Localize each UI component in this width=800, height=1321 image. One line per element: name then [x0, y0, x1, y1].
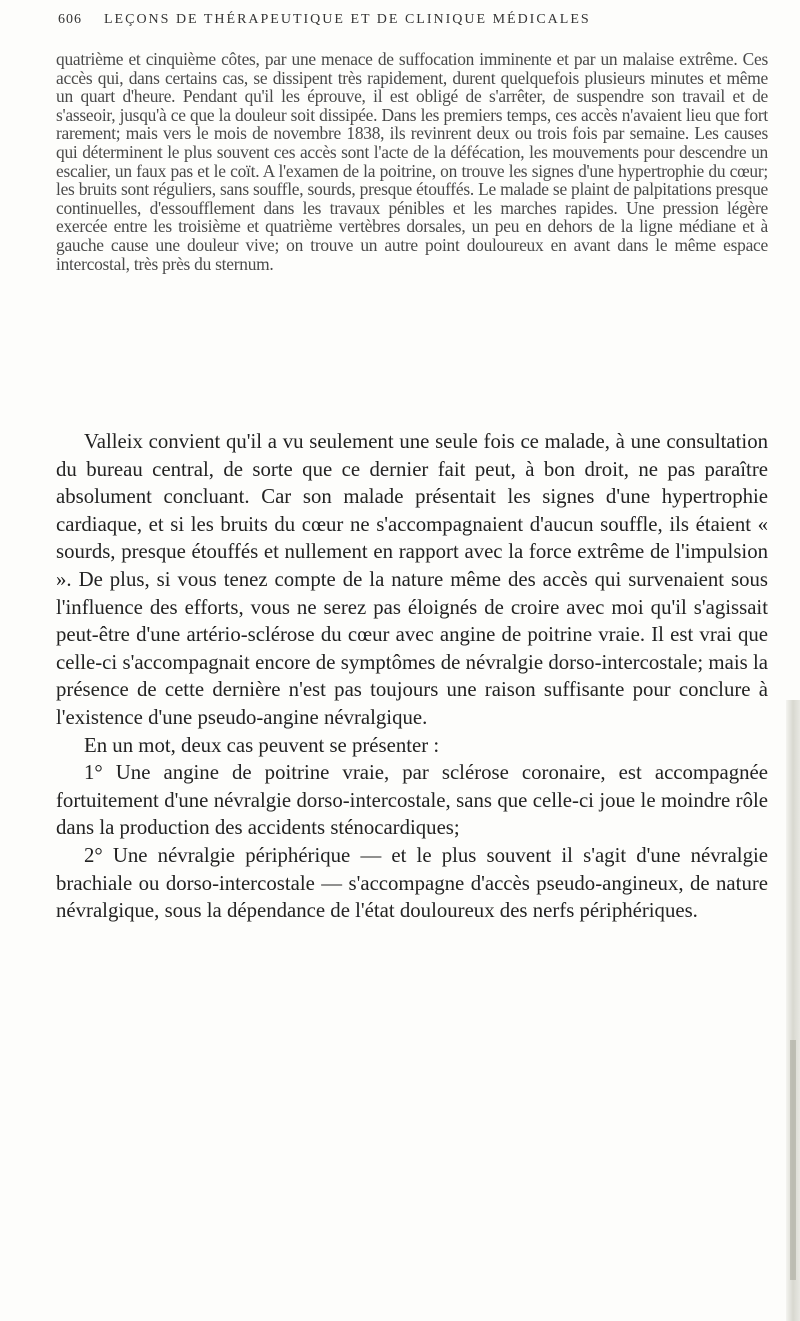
- summary-intro-paragraph: En un mot, deux cas peuvent se présenter :: [84, 733, 440, 757]
- main-text: [56, 428, 768, 925]
- binding-mark: [790, 1040, 796, 1280]
- case-one-paragraph: 1° Une angine de poitrine vraie, par sclérose coronaire, est accompagnée fortuitement d'une névralgie dorso-intercostale, sans que celle-ci joue le moindre rôle dans la production des accidents sténocardiques;: [56, 761, 768, 840]
- page-number: 606: [58, 12, 82, 27]
- running-title: LEÇONS DE THÉRAPEUTIQUE ET DE CLINIQUE MÉDICALES: [104, 12, 591, 27]
- case-two-paragraph: 2° Une névralgie périphérique — et le plus souvent il s'agit d'une névralgie brachiale ou dorso-intercostale — s'accompagne d'accès pseudo-angineux, de nature névralgique, sous la dépendance de l'état douloureux des nerfs périphériques.: [56, 843, 768, 923]
- small-text-paragraph: quatrième et cinquième côtes, par une menace de suffocation imminente et par un malaise extrême. Ces accès qui, dans certains cas, se dissipent très rapidement, durent quelquefois plusieurs minutes et même un quart d'heure. Pendant qu'il les éprouve, il est obligé de s'arrêter, de suspendre son travail et de s'asseoir, jusqu'à ce que la douleur soit dissipée. Dans les premiers temps, ces accès n'avaient lieu que fort rarement; mais vers le mois de novembre 1838, ils revinrent deux ou trois fois par semaine. Les causes qui déterminent le plus souvent ces accès sont l'acte de la défécation, les mouvements pour descendre un escalier, un faux pas et le coït. A l'examen de la poitrine, on trouve les signes d'une hypertrophie du cœur; les bruits sont réguliers, sans souffle, sourds, presque étouffés. Le malade se plaint de palpitations presque continuelles, d'essoufflement dans les travaux pénibles et les marches rapides. Une pression légère exercée entre les troisième et quatrième vertèbres dorsales, un peu en dehors de la ligne médiane et à gauche cause une douleur vive; on trouve un autre point douloureux en avant dans le même espace intercostal, très près du sternum.: [56, 49, 768, 274]
- discussion-paragraph: Valleix convient qu'il a vu seulement une seule fois ce malade, à une consultation du bureau central, de sorte que ce dernier fait peut, à bon droit, ne pas paraître absolument concluant. Car son malade présentait les signes d'une hypertrophie cardiaque, et si les bruits du cœur ne s'accompagnaient d'aucun souffle, ils étaient « sourds, presque étouffés et nullement en rapport avec la force extrême de l'impulsion ». De plus, si vous tenez compte de la nature même des accès qui survenaient sous l'influence des efforts, vous ne serez pas éloignés de croire avec moi qu'il s'agissait peut-être d'une artério-sclérose du cœur avec angine de poitrine vraie. Il est vrai que celle-ci s'accompagnait encore de symptômes de névralgie dorso-intercostale; mais la présence de cette dernière n'est pas toujours une raison suffisante pour conclure à l'existence d'une pseudo-angine névralgique.: [56, 430, 768, 729]
- page-header: [58, 12, 778, 40]
- case-report-paragraph: [56, 50, 768, 273]
